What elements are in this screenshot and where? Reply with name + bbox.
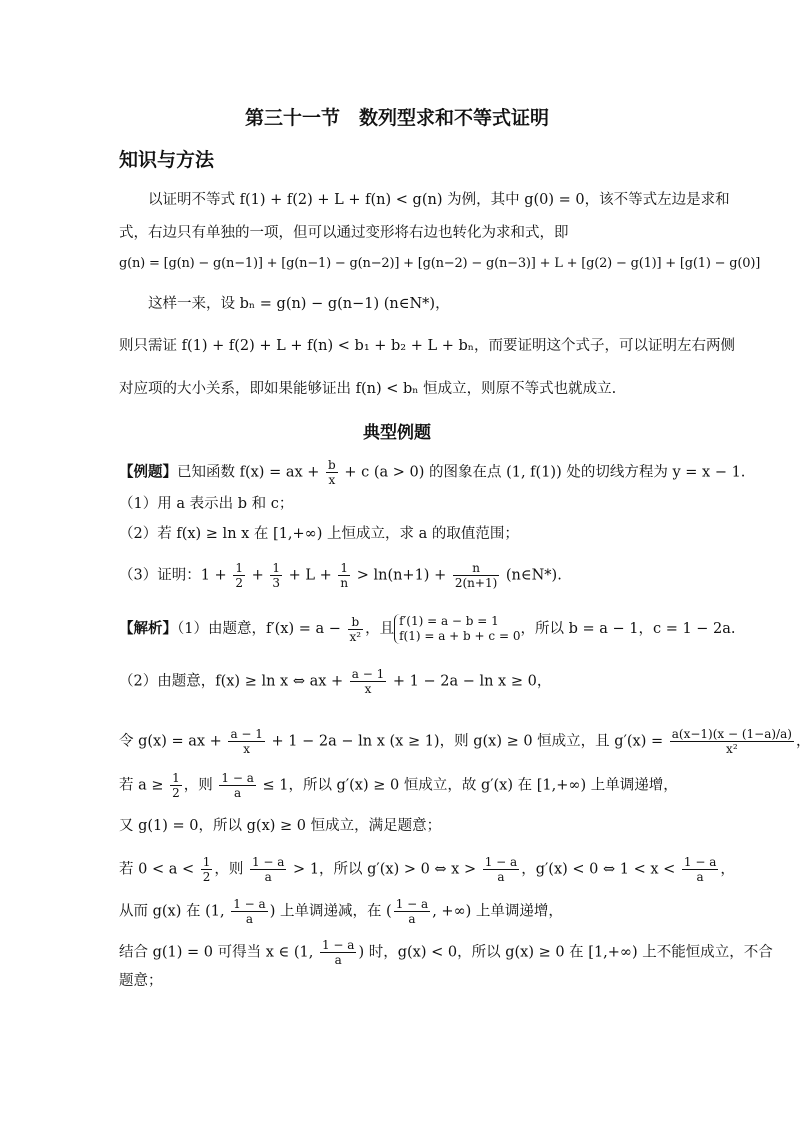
fraction <box>231 897 267 926</box>
numerator: 1 − a <box>395 897 429 911</box>
solution-line <box>119 727 810 756</box>
paragraph-line: 式，右边只有单独的一项，但可以通过变形将右边也转化为求和式，即 <box>119 225 569 241</box>
fraction <box>682 855 718 884</box>
numerator: 1 <box>172 771 180 785</box>
q3-text: （3）证明：1 + <box>119 567 232 584</box>
numerator: 1 − a <box>251 855 285 869</box>
paragraph-line: 这样一来，设 bₙ = g(n) − g(n−1) (n∈N*)， <box>148 296 450 312</box>
solution-text: ， <box>795 733 810 750</box>
denominator: x <box>328 473 336 487</box>
fraction <box>348 615 364 644</box>
denominator: 2 <box>172 786 180 800</box>
solution-text: 从而 g(x) 在 (1, <box>119 903 230 920</box>
denominator: 2 <box>235 576 243 590</box>
solution-text: > 1，所以 g′(x) > 0 ⇔ x > <box>288 861 481 878</box>
solution-text: ≤ 1，所以 g′(x) ≥ 0 恒成立，故 g′(x) 在 [1,+∞) 上单调递增， <box>257 777 678 794</box>
solution-text: 结合 g(1) = 0 可得当 x ∈ (1, <box>119 944 318 961</box>
q3-text: + L + <box>283 567 337 584</box>
solution-text: 若 0 < a < <box>119 861 199 878</box>
numerator: 1 <box>202 855 211 869</box>
solution-part-1 <box>119 614 736 644</box>
fraction <box>228 727 264 756</box>
solution-line <box>119 771 678 800</box>
fraction <box>270 561 282 590</box>
solution-part-2 <box>119 667 551 696</box>
fraction <box>338 561 350 590</box>
fraction <box>326 458 338 487</box>
solution-line <box>119 938 773 967</box>
denominator: a <box>334 953 342 967</box>
numerator: b <box>328 458 336 472</box>
solution-line <box>119 897 563 926</box>
question-1: （1）用 a 表示出 b 和 c； <box>119 496 294 512</box>
denominator: x² <box>726 742 738 756</box>
solution-text: 若 a ≥ <box>119 777 169 794</box>
equation-system <box>394 614 520 644</box>
solution-line <box>119 855 735 884</box>
question-2: （2）若 f(x) ≥ ln x 在 [1,+∞) 上恒成立，求 a 的取值范围； <box>119 526 519 542</box>
paragraph-line: 对应项的大小关系，即如果能够证出 f(n) < bₙ 恒成立，则原不等式也就成立. <box>119 381 617 397</box>
paragraph-line: 以证明不等式 f(1) + f(2) + L + f(n) < g(n) 为例，其中 g(0) = 0，该不等式左边是求和 <box>148 192 730 208</box>
numerator: 1 − a <box>221 771 254 785</box>
example-text: 已知函数 f(x) = ax + <box>177 464 325 481</box>
denominator: a <box>264 870 272 884</box>
numerator: 1 <box>338 561 350 576</box>
fraction <box>320 938 356 967</box>
solution-text: ) 上单调递减，在 ( <box>269 903 392 920</box>
solution-text: + 1 − 2a − ln x ≥ 0， <box>388 673 552 690</box>
denominator: a <box>234 786 242 800</box>
denominator: a <box>696 870 704 884</box>
fraction <box>453 561 499 590</box>
example-text: + c (a > 0) 的图象在点 (1, f(1)) 处的切线方程为 y = x − 1. <box>339 464 746 481</box>
solution-text: ，所以 b = a − 1，c = 1 − 2a. <box>520 621 736 637</box>
solution-text: 令 g(x) = ax + <box>119 733 227 750</box>
solution-line: 又 g(1) = 0，所以 g(x) ≥ 0 恒成立，满足题意； <box>119 818 442 834</box>
numerator: 1 <box>235 561 243 575</box>
numerator: 1 <box>272 561 280 575</box>
fraction <box>350 667 386 696</box>
q3-text: > ln(n+1) + <box>352 567 451 584</box>
denominator: 2 <box>202 870 211 884</box>
solution-text: + 1 − 2a − ln x (x ≥ 1)，则 g(x) ≥ 0 恒成立，且 g′(x) = <box>266 733 668 750</box>
paragraph-line: 则只需证 f(1) + f(2) + L + f(n) < b₁ + b₂ + L + bₙ，而要证明这个式子，可以证明左右两侧 <box>119 338 736 354</box>
formula-line: g(n) = [g(n) − g(n−1)] + [g(n−1) − g(n−2)] + [g(n−2) − g(n−3)] + L + [g(2) − g(1)] + [g(1) − g(0)] <box>119 256 761 271</box>
fraction <box>219 771 255 800</box>
fraction <box>670 727 794 756</box>
solution-text: , +∞) 上单调递增， <box>432 903 563 920</box>
example-tag: 【例题】 <box>119 464 177 481</box>
solution-line: 题意； <box>119 973 163 989</box>
system-equation: f(1) = a + b + c = 0 <box>399 629 521 643</box>
denominator: x <box>243 742 251 756</box>
fraction <box>201 855 213 884</box>
denominator: a <box>245 912 254 926</box>
numerator: 1 − a <box>233 897 266 911</box>
numerator: a − 1 <box>351 667 385 681</box>
solution-text: ，g′(x) < 0 ⇔ 1 < x < <box>521 861 680 878</box>
solution-text: ，则 <box>183 777 218 794</box>
numerator: 1 − a <box>484 855 518 869</box>
solution-text: ，且 <box>365 621 395 637</box>
denominator: x² <box>349 629 362 644</box>
numerator: 1 − a <box>683 855 717 869</box>
solution-text: ，则 <box>214 861 248 878</box>
example-statement <box>119 458 745 487</box>
q3-text: + <box>246 567 269 584</box>
numerator: n <box>453 561 499 576</box>
fraction <box>250 855 286 884</box>
solution-text: （1）由题意，f′(x) = a − <box>177 621 346 637</box>
denominator: a <box>497 870 505 884</box>
solution-text: （2）由题意，f(x) ≥ ln x ⇔ ax + <box>119 673 348 690</box>
fraction <box>233 561 245 590</box>
section-heading-examples: 典型例题 <box>363 423 431 443</box>
fraction <box>394 897 430 926</box>
numerator: a(x−1)(x − (1−a)/a) <box>671 727 792 741</box>
numerator: b <box>348 615 364 630</box>
page-title: 第三十一节 数列型求和不等式证明 <box>244 107 549 129</box>
solution-tag: 【解析】 <box>119 621 177 637</box>
question-3 <box>119 561 562 590</box>
system-equation: f′(1) = a − b = 1 <box>399 614 499 628</box>
solution-text: ， <box>720 861 735 878</box>
fraction <box>170 771 182 800</box>
denominator: 3 <box>272 576 280 590</box>
denominator: a <box>408 912 416 926</box>
q3-text: (n∈N*). <box>501 567 562 584</box>
denominator: n <box>340 576 349 590</box>
numerator: 1 − a <box>321 938 355 952</box>
fraction <box>483 855 519 884</box>
solution-text: ) 时，g(x) < 0，所以 g(x) ≥ 0 在 [1,+∞) 上不能恒成立，不合 <box>358 944 773 961</box>
section-heading-knowledge: 知识与方法 <box>119 149 215 171</box>
denominator: 2(n+1) <box>454 576 498 590</box>
numerator: a − 1 <box>230 727 263 741</box>
denominator: x <box>364 682 372 696</box>
